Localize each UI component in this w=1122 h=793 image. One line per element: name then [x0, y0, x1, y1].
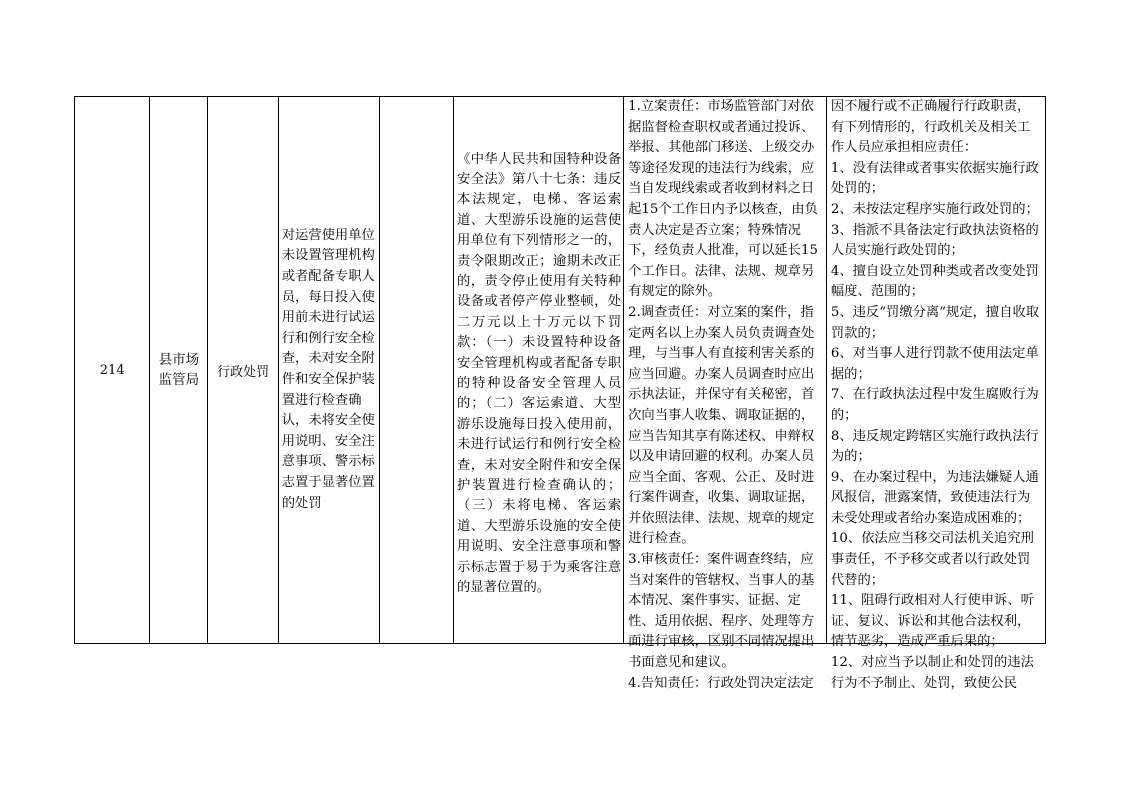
accountability-cell — [826, 97, 1045, 691]
accountability-item: 5、违反“罚缴分离”规定，擅自收取罚款的； — [830, 304, 1040, 341]
accountability-item: 9、在办案过程中，为违法嫌疑人通风报信，泄露案情，致使违法行为未受处理或者给办案造成困难的； — [830, 469, 1039, 526]
power-type-text: 行政处罚 — [217, 364, 270, 380]
accountability-item: 7、在行政执法过程中发生腐败行为的； — [830, 387, 1039, 423]
accountability-item: 11、阻碍行政相对人行使申诉、听证、复议、诉讼和其他合法权利，情节恶劣，造成严重后果的； — [830, 593, 1034, 650]
power-type-cell — [208, 97, 278, 644]
table-row — [75, 97, 1046, 644]
accountability-item: 10、依法应当移交司法机关追究刑事责任，不予移交或者以行政处罚代替的； — [830, 531, 1034, 588]
responsibility-item: 4.告知责任：行政处罚决定法定 — [628, 675, 814, 691]
accountability-item: 3、指派不具备法定行政执法资格的人员实施行政处罚的； — [830, 222, 1039, 259]
item-name-text: 对运营使用单位未设置管理机构或者配备专职人员，每日投入使用前未进行试运行和例行安全检查，未对安全附件和安全保护装置进行检查确认，未将安全使用说明、安全注意事项、警示标志置于显著位置的处罚 — [281, 227, 375, 511]
accountability-intro: 因不履行或不正确履行行政职责，有下列情形的，行政机关及相关工作人员应承担相应责任： — [830, 99, 1031, 156]
accountability-item: 1、没有法律或者事实依据实施行政处罚的； — [830, 160, 1039, 197]
power-list-table — [74, 96, 1046, 691]
accountability-item: 12、对应当予以制止和处罚的违法行为不予制止、处罚，致使公民 — [830, 655, 1034, 691]
department-text: 县市场监管局 — [158, 352, 200, 388]
sub-item-cell — [379, 97, 453, 644]
responsibility-item: 1.立案责任：市场监管部门对依据监督检查职权或者通过投诉、举报、其他部门移送、上级交办等途径发现的违法行为线索，应当自发现线索或者收到材料之日起15个工作日内予以核查，由负责人决定是否立案；特殊情况下，经负责人批准，可以延长15个工作日。法律、法规、规章另有规定的除外。 — [628, 99, 818, 300]
accountability-item: 4、擅自设立处罚种类或者改变处罚幅度、范围的； — [830, 263, 1039, 300]
accountability-item: 2、未按法定程序实施行政处罚的； — [830, 201, 1039, 217]
legal-basis-text: 《中华人民共和国特种设备安全法》第八十七条：违反本法规定，电梯、客运索道、大型游乐设施的运营使用单位有下列情形之一的，责令限期改正；逾期未改正的，责令停止使用有关特种设备或者停产停业整顿，处二万元以上十万元以下罚款：（一）未设置特种设备安全管理机构或者配备专职的特种设备安全管理人员的；（二）客运索道、大型游乐设施每日投入使用前，未进行试运行和例行安全检查，未对安全附件和安全保护装置进行检查确认的；（三）未将电梯、客运索道、大型游乐设施的安全使用说明、安全注意事项和警示标志置于易于为乘客注意的显著位置的。 — [456, 151, 622, 596]
responsibilities-cell — [624, 97, 827, 691]
row-number: 214 — [75, 97, 150, 644]
legal-basis-cell — [453, 97, 623, 644]
responsibility-item: 3.审核责任：案件调查终结，应当对案件的管辖权、当事人的基本情况、案件事实、证据、定性、适用依据、程序、处理等方面进行审核，区别不同情况提出书面意见和建议。 — [628, 552, 815, 671]
item-name-cell — [278, 97, 379, 644]
responsibility-item: 2.调查责任：对立案的案件，指定两名以上办案人员负责调查处理，与当事人有直接利害关系的应当回避。办案人员调查时应出示执法证，并保守有关秘密，首次向当事人收集、调取证据的，应当告知其享有陈述权、申辩权以及申请回避的权利。办案人员应当全面、客观、公正、及时进行案件调查，收集、调取证据，并依照法律、法规、规章的规定进行检查。 — [628, 304, 815, 547]
department-cell — [150, 97, 208, 644]
accountability-item: 6、对当事人进行罚款不使用法定单据的； — [830, 346, 1039, 382]
accountability-item: 8、违反规定跨辖区实施行政执法行为的； — [830, 428, 1039, 465]
